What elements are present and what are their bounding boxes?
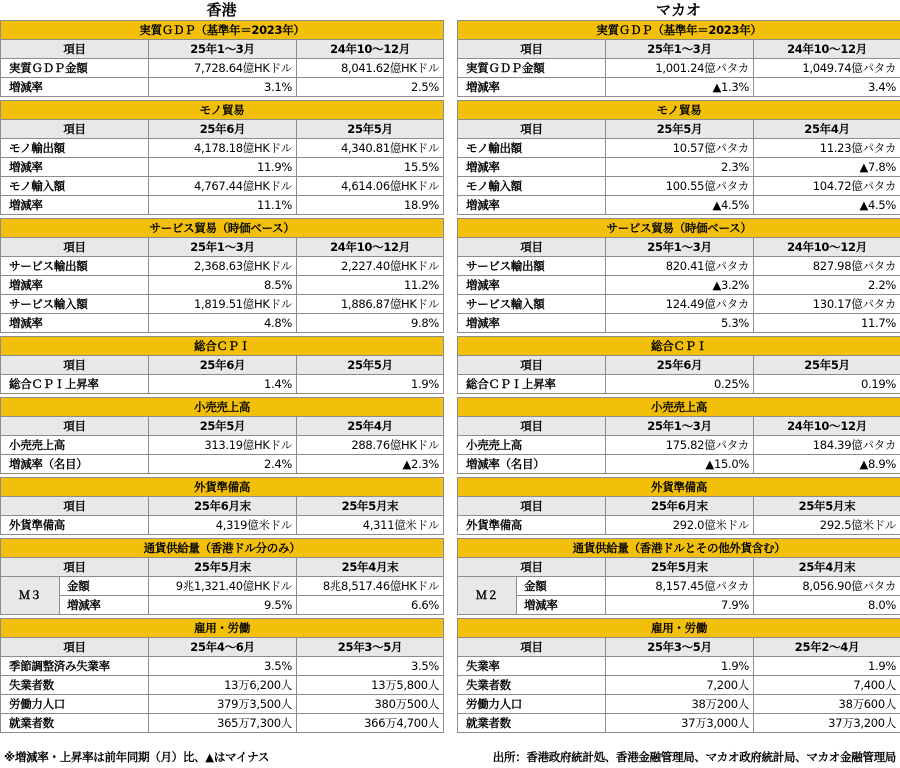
column-header-period-1: 25年1～3月 — [149, 40, 297, 59]
column-header-period-1: 25年5月末 — [149, 558, 297, 577]
row-label: 外貨準備高 — [1, 516, 149, 535]
table-row — [1, 577, 444, 596]
section-header — [458, 619, 900, 638]
value-period-1: 4,178.18億HKドル — [149, 139, 297, 158]
table-row — [1, 196, 444, 215]
value-period-2: ▲4.5% — [754, 196, 900, 215]
table-row — [458, 196, 900, 215]
footnote-left: ※増減率・上昇率は前年同期（月）比、▲はマイナス — [4, 750, 270, 764]
table-row — [458, 59, 900, 78]
table-row — [1, 455, 444, 474]
column-header-item: 項目 — [1, 558, 149, 577]
table-row — [1, 375, 444, 394]
row-label: 失業者数 — [458, 676, 606, 695]
column-header-row — [1, 40, 444, 59]
column-header-row — [458, 238, 900, 257]
table-row — [1, 695, 444, 714]
column-header-period-2: 25年5月末 — [754, 497, 900, 516]
money-aggregate-label: Ｍ３ — [1, 577, 60, 614]
value-period-1: 37万3,000人 — [606, 714, 754, 733]
column-header-item: 項目 — [458, 497, 606, 516]
value-period-2: 11.2% — [297, 276, 444, 295]
column-header-item: 項目 — [458, 558, 606, 577]
value-period-2: 4,340.81億HKドル — [297, 139, 444, 158]
value-period-2: 6.6% — [297, 596, 444, 615]
table-row — [1, 139, 444, 158]
column-header-period-1: 25年1～3月 — [606, 238, 754, 257]
table-row — [458, 657, 900, 676]
section-title: 外貨準備高 — [458, 478, 900, 497]
value-period-1: 8.5% — [149, 276, 297, 295]
value-period-1: 820.41億パタカ — [606, 257, 754, 276]
value-period-2: 2.5% — [297, 78, 444, 97]
value-period-1: 4,767.44億HKドル — [149, 177, 297, 196]
section-header — [1, 478, 444, 497]
row-label: 労働力人口 — [458, 695, 606, 714]
column-header-item: 項目 — [1, 40, 149, 59]
column-header-period-1: 25年5月 — [606, 120, 754, 139]
column-header-item: 項目 — [1, 238, 149, 257]
value-period-2: 288.76億HKドル — [297, 436, 444, 455]
value-period-1: 313.19億HKドル — [149, 436, 297, 455]
row-label: 増減率 — [458, 314, 606, 333]
value-period-2: 130.17億パタカ — [754, 295, 900, 314]
column-header-period-2: 25年4月 — [754, 120, 900, 139]
row-label: サービス輸出額 — [458, 257, 606, 276]
row-label: 増減率 — [458, 78, 606, 97]
table-row — [458, 78, 900, 97]
column-header-period-1: 25年3～5月 — [606, 638, 754, 657]
table-row — [1, 257, 444, 276]
value-period-1: ▲3.2% — [606, 276, 754, 295]
column-header-row — [1, 497, 444, 516]
row-label: 増減率（名目） — [1, 455, 149, 474]
row-label: 金額 Ｍ３ — [1, 577, 149, 596]
row-label: 増減率（名目） — [458, 455, 606, 474]
column-header-row — [458, 40, 900, 59]
column-header-item: 項目 — [1, 356, 149, 375]
value-period-1: 2.3% — [606, 158, 754, 177]
column-header-period-1: 25年1～3月 — [149, 238, 297, 257]
value-period-2: 11.7% — [754, 314, 900, 333]
column-header-period-2: 25年4月末 — [297, 558, 444, 577]
section-title: 雇用・労働 — [458, 619, 900, 638]
table-row — [458, 596, 900, 615]
value-period-1: 4,319億米ドル — [149, 516, 297, 535]
value-period-2: 8.0% — [754, 596, 900, 615]
table-row — [1, 59, 444, 78]
column-header-period-2: 25年5月 — [297, 120, 444, 139]
row-label: 総合ＣＰＩ上昇率 — [1, 375, 149, 394]
column-header-period-2: 24年10～12月 — [754, 238, 900, 257]
column-header-period-1: 25年1～3月 — [606, 40, 754, 59]
column-header-item: 項目 — [458, 238, 606, 257]
table-row — [1, 714, 444, 733]
column-header-item: 項目 — [1, 120, 149, 139]
value-period-2: 2.2% — [754, 276, 900, 295]
value-period-1: 9.5% — [149, 596, 297, 615]
value-period-2: 4,614.06億HKドル — [297, 177, 444, 196]
value-period-1: 38万200人 — [606, 695, 754, 714]
column-header-row — [1, 638, 444, 657]
table-row — [1, 516, 444, 535]
footnote-source: 出所：香港政府統計処、香港金融管理局、マカオ政府統計局、マカオ金融管理局 — [492, 750, 896, 764]
table-row — [458, 314, 900, 333]
value-period-2: 1.9% — [297, 375, 444, 394]
row-label: 失業率 — [458, 657, 606, 676]
column-header-row — [458, 417, 900, 436]
section-header — [458, 398, 900, 417]
row-label: 就業者数 — [458, 714, 606, 733]
row-label: 実質ＧＤＰ金額 — [1, 59, 149, 78]
value-period-1: 1,819.51億HKドル — [149, 295, 297, 314]
section-header — [458, 101, 900, 120]
table-row — [1, 158, 444, 177]
table-row — [458, 177, 900, 196]
value-period-2: 8,041.62億HKドル — [297, 59, 444, 78]
column-header-item: 項目 — [1, 638, 149, 657]
value-period-2: ▲7.8% — [754, 158, 900, 177]
column-header-row — [458, 120, 900, 139]
value-period-2: 1.9% — [754, 657, 900, 676]
column-header-period-2: 25年4月 — [297, 417, 444, 436]
column-header-period-2: 24年10～12月 — [754, 417, 900, 436]
row-label: 実質ＧＤＰ金額 — [458, 59, 606, 78]
row-label: 小売売上高 — [1, 436, 149, 455]
value-period-2: 1,049.74億パタカ — [754, 59, 900, 78]
row-label: 失業者数 — [1, 676, 149, 695]
row-label: 小売売上高 — [458, 436, 606, 455]
column-header-row — [1, 356, 444, 375]
section-title: 通貨供給量（香港ドル分のみ） — [1, 539, 444, 558]
value-period-1: 124.49億パタカ — [606, 295, 754, 314]
section-header — [458, 21, 900, 40]
value-period-2: 15.5% — [297, 158, 444, 177]
table-row — [1, 657, 444, 676]
value-period-1: 8,157.45億パタカ — [606, 577, 754, 596]
table-row — [1, 596, 444, 615]
column-header-row — [458, 638, 900, 657]
table-row — [458, 676, 900, 695]
value-period-1: 1.9% — [606, 657, 754, 676]
section-header — [1, 337, 444, 356]
value-period-1: 0.25% — [606, 375, 754, 394]
value-period-2: 3.4% — [754, 78, 900, 97]
column-header-item: 項目 — [1, 497, 149, 516]
value-period-2: 827.98億パタカ — [754, 257, 900, 276]
row-label: 増減率 — [458, 276, 606, 295]
table-row — [1, 295, 444, 314]
row-label: 季節調整済み失業率 — [1, 657, 149, 676]
value-period-1: ▲1.3% — [606, 78, 754, 97]
section-title: 通貨供給量（香港ドルとその他外貨含む） — [458, 539, 900, 558]
value-period-1: 100.55億パタカ — [606, 177, 754, 196]
table-row — [458, 516, 900, 535]
row-label: 外貨準備高 — [458, 516, 606, 535]
value-period-2: 184.39億パタカ — [754, 436, 900, 455]
table-row — [458, 158, 900, 177]
section-title: サービス貿易（時価ベース） — [1, 219, 444, 238]
row-label: 労働力人口 — [1, 695, 149, 714]
section-header — [458, 539, 900, 558]
row-label: モノ輸入額 — [458, 177, 606, 196]
column-header-row — [458, 356, 900, 375]
column-header-item: 項目 — [458, 638, 606, 657]
column-header-period-1: 25年5月末 — [606, 558, 754, 577]
column-header-row — [1, 120, 444, 139]
column-header-period-1: 25年6月 — [606, 356, 754, 375]
hk-title: 香港 — [206, 1, 237, 19]
section-header — [458, 219, 900, 238]
value-period-1: 5.3% — [606, 314, 754, 333]
table-row — [1, 276, 444, 295]
column-header-period-2: 25年5月末 — [297, 497, 444, 516]
row-label: モノ輸入額 — [1, 177, 149, 196]
value-period-1: ▲4.5% — [606, 196, 754, 215]
column-header-item: 項目 — [1, 417, 149, 436]
value-period-2: 8,056.90億パタカ — [754, 577, 900, 596]
section-header — [1, 219, 444, 238]
value-period-1: 292.0億米ドル — [606, 516, 754, 535]
section-header — [458, 478, 900, 497]
section-title: モノ貿易 — [1, 101, 444, 120]
row-label: 総合ＣＰＩ上昇率 — [458, 375, 606, 394]
table-row — [458, 714, 900, 733]
column-header-item: 項目 — [458, 417, 606, 436]
value-period-1: 1.4% — [149, 375, 297, 394]
section-title: 小売売上高 — [458, 398, 900, 417]
row-label: 増減率 — [1, 196, 149, 215]
value-period-1: 2.4% — [149, 455, 297, 474]
value-period-1: 3.1% — [149, 78, 297, 97]
row-label: 増減率 — [1, 314, 149, 333]
value-period-2: 13万5,800人 — [297, 676, 444, 695]
value-period-2: 8兆8,517.46億HKドル — [297, 577, 444, 596]
section-title: 小売売上高 — [1, 398, 444, 417]
table-row — [458, 375, 900, 394]
value-period-2: 38万600人 — [754, 695, 900, 714]
table-row — [458, 276, 900, 295]
mc-indicator-table — [457, 20, 900, 733]
table-row — [458, 257, 900, 276]
table-row — [458, 695, 900, 714]
value-period-2: ▲8.9% — [754, 455, 900, 474]
section-title: 総合ＣＰＩ — [1, 337, 444, 356]
column-header-item: 項目 — [458, 40, 606, 59]
row-label: 増減率 — [458, 196, 606, 215]
column-header-period-2: 24年10～12月 — [297, 40, 444, 59]
column-header-period-1: 25年6月 — [149, 356, 297, 375]
row-label: サービス輸入額 — [458, 295, 606, 314]
value-period-1: ▲15.0% — [606, 455, 754, 474]
column-header-row — [1, 238, 444, 257]
value-period-2: 1,886.87億HKドル — [297, 295, 444, 314]
row-label: 増減率 — [1, 596, 149, 615]
table-row — [1, 314, 444, 333]
value-period-2: 11.23億パタカ — [754, 139, 900, 158]
column-header-period-1: 25年4～6月 — [149, 638, 297, 657]
hong-kong-panel — [0, 20, 443, 733]
value-period-1: 7,200人 — [606, 676, 754, 695]
value-period-2: 292.5億米ドル — [754, 516, 900, 535]
column-header-period-1: 25年5月 — [149, 417, 297, 436]
section-header — [458, 337, 900, 356]
column-header-period-2: 24年10～12月 — [754, 40, 900, 59]
value-period-2: 380万500人 — [297, 695, 444, 714]
section-header — [1, 21, 444, 40]
value-period-1: 7.9% — [606, 596, 754, 615]
table-row — [1, 78, 444, 97]
value-period-2: 0.19% — [754, 375, 900, 394]
row-label: 金額 Ｍ２ — [458, 577, 606, 596]
row-label: 就業者数 — [1, 714, 149, 733]
column-header-period-2: 25年2～4月 — [754, 638, 900, 657]
value-period-1: 2,368.63億HKドル — [149, 257, 297, 276]
value-period-1: 7,728.64億HKドル — [149, 59, 297, 78]
table-row — [458, 577, 900, 596]
column-header-period-1: 25年6月末 — [149, 497, 297, 516]
section-header — [1, 398, 444, 417]
money-aggregate-label: Ｍ２ — [458, 577, 517, 614]
row-label: 増減率 — [458, 596, 606, 615]
value-period-2: 9.8% — [297, 314, 444, 333]
value-period-2: 3.5% — [297, 657, 444, 676]
table-row — [1, 676, 444, 695]
column-header-row — [1, 417, 444, 436]
column-header-period-2: 24年10～12月 — [297, 238, 444, 257]
row-label: モノ輸出額 — [1, 139, 149, 158]
value-period-2: 366万4,700人 — [297, 714, 444, 733]
column-header-item: 項目 — [458, 120, 606, 139]
table-row — [458, 139, 900, 158]
value-period-1: 175.82億パタカ — [606, 436, 754, 455]
column-header-item: 項目 — [458, 356, 606, 375]
row-label: 増減率 — [1, 78, 149, 97]
value-period-1: 3.5% — [149, 657, 297, 676]
table-row — [1, 436, 444, 455]
section-title: サービス貿易（時価ベース） — [458, 219, 900, 238]
section-title: 雇用・労働 — [1, 619, 444, 638]
section-title: モノ貿易 — [458, 101, 900, 120]
column-header-period-2: 25年4月末 — [754, 558, 900, 577]
value-period-2: 4,311億米ドル — [297, 516, 444, 535]
value-period-1: 379万3,500人 — [149, 695, 297, 714]
column-header-row — [458, 558, 900, 577]
column-header-period-1: 25年6月 — [149, 120, 297, 139]
table-row — [458, 455, 900, 474]
value-period-2: 2,227.40億HKドル — [297, 257, 444, 276]
column-header-period-2: 25年3～5月 — [297, 638, 444, 657]
value-period-1: 9兆1,321.40億HKドル — [149, 577, 297, 596]
value-period-1: 4.8% — [149, 314, 297, 333]
hk-indicator-table — [0, 20, 444, 733]
section-title: 実質ＧＤＰ（基準年＝2023年） — [1, 21, 444, 40]
row-label: サービス輸出額 — [1, 257, 149, 276]
row-label: 増減率 — [1, 276, 149, 295]
value-period-2: 37万3,200人 — [754, 714, 900, 733]
column-header-period-1: 25年6月末 — [606, 497, 754, 516]
value-period-2: 18.9% — [297, 196, 444, 215]
column-header-row — [1, 558, 444, 577]
column-header-row — [458, 497, 900, 516]
section-header — [1, 539, 444, 558]
value-period-2: 104.72億パタカ — [754, 177, 900, 196]
value-period-1: 10.57億パタカ — [606, 139, 754, 158]
column-header-period-2: 25年5月 — [754, 356, 900, 375]
value-period-1: 11.1% — [149, 196, 297, 215]
section-title: 実質ＧＤＰ（基準年＝2023年） — [458, 21, 900, 40]
value-period-1: 1,001.24億パタカ — [606, 59, 754, 78]
value-period-1: 11.9% — [149, 158, 297, 177]
column-header-period-2: 25年5月 — [297, 356, 444, 375]
section-title: 総合ＣＰＩ — [458, 337, 900, 356]
value-period-2: 7,400人 — [754, 676, 900, 695]
row-label: サービス輸入額 — [1, 295, 149, 314]
row-label: 増減率 — [1, 158, 149, 177]
table-row — [1, 177, 444, 196]
row-label: 増減率 — [458, 158, 606, 177]
column-header-period-1: 25年1～3月 — [606, 417, 754, 436]
value-period-2: ▲2.3% — [297, 455, 444, 474]
table-row — [458, 436, 900, 455]
section-header — [1, 101, 444, 120]
row-label: モノ輸出額 — [458, 139, 606, 158]
section-title: 外貨準備高 — [1, 478, 444, 497]
table-row — [458, 295, 900, 314]
macau-panel — [457, 20, 900, 733]
value-period-1: 13万6,200人 — [149, 676, 297, 695]
section-header — [1, 619, 444, 638]
value-period-1: 365万7,300人 — [149, 714, 297, 733]
macau-title: マカオ — [655, 1, 701, 19]
